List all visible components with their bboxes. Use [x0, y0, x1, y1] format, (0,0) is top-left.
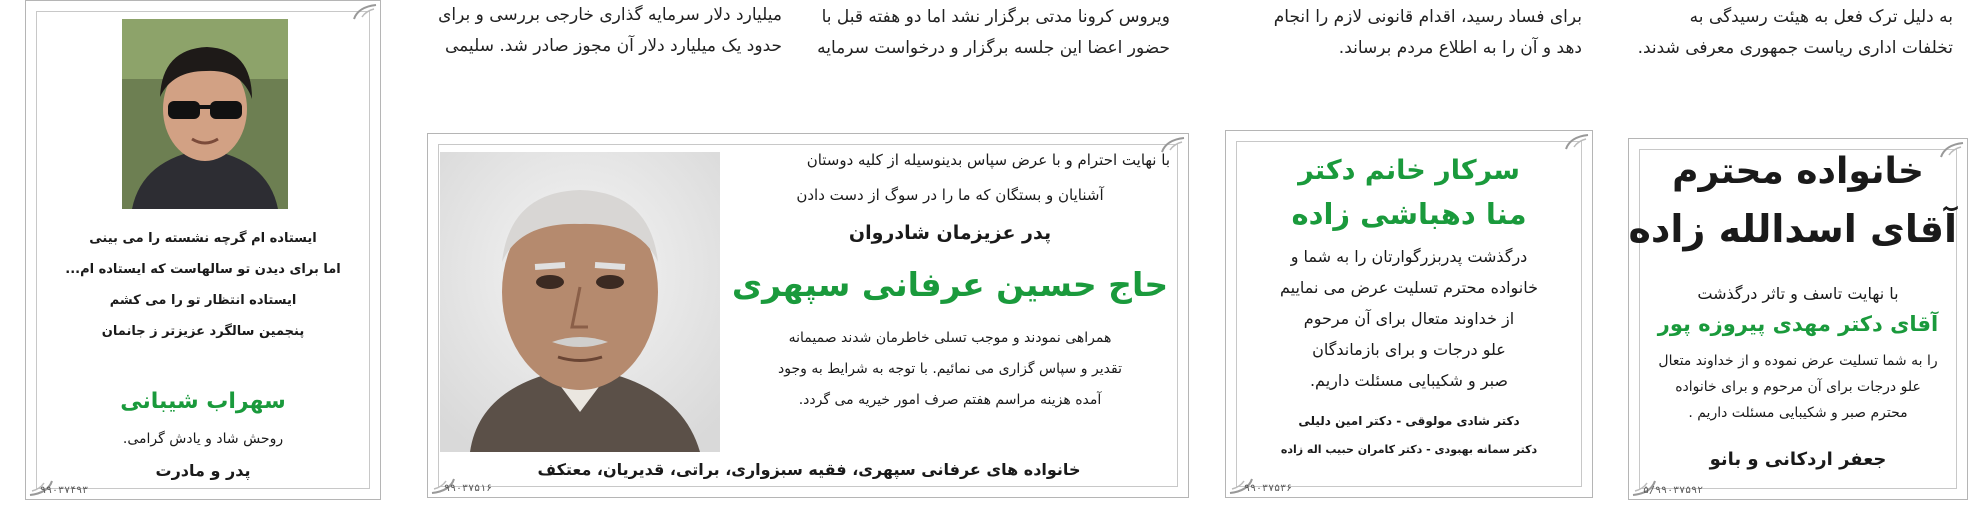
deceased-photo — [122, 19, 288, 209]
deceased-name: حاج حسین عرفانی سپهری — [731, 265, 1169, 304]
ad-heading-name: آقای اسدالله زاده — [1628, 207, 1957, 251]
ad-code: ۹۹۰۳۷۵۳۶ — [1244, 483, 1293, 494]
ad-body — [1633, 348, 1963, 426]
ad-body-line: درگذشت پدربزرگوارتان را به شما و — [1290, 247, 1528, 266]
ad-signature: خانواده های عرفانی سپهری، فقیه سبزواری، براتی، قدیریان، معتکف — [537, 460, 1081, 479]
ad-heading: خانواده محترم — [1672, 151, 1924, 192]
deceased-photo — [440, 152, 720, 452]
ad-heading: سرکار خانم دکتر — [1298, 155, 1520, 186]
poem-line: اما برای دیدن تو سالهاست که ایستاده ام... — [65, 262, 341, 277]
ad-body-line: تقدیر و سپاس گزاری می نمائیم. با توجه به شرایط به وجود — [778, 361, 1122, 377]
article-line: ویروس کرونا مدتی برگزار نشد اما دو هفته قبل با — [821, 7, 1170, 27]
ad-code: ۵/۹۹۰۳۷۵۹۲ — [1643, 485, 1704, 496]
ad-signers: دکتر سمانه بهبودی - دکتر کامران حبیب اله زاده — [1280, 443, 1538, 456]
ad-intro-line: آشنایان و بستگان که ما را در سوگ از دست دادن — [796, 186, 1104, 204]
recipient-name: منا دهباشی زاده — [1291, 197, 1527, 231]
article-line: حدود یک میلیارد دلار آن مجوز صادر شد. سلیمی — [444, 36, 782, 56]
ad-intro: با نهایت تاسف و تاثر درگذشت — [1697, 284, 1899, 303]
ad-body — [730, 323, 1170, 416]
ad-relation: پدر عزیزمان شادروان — [848, 222, 1052, 244]
ad-body-line: آمده هزینه مراسم هفتم صرف امور خیریه می گردد. — [798, 392, 1102, 408]
ad-body-line: محترم صبر و شکیبایی مسئلت داریم . — [1688, 405, 1908, 421]
ad-body-line: علو درجات و برای بازماندگان — [1312, 340, 1506, 359]
article-column-3 — [790, 2, 1170, 64]
condolence-ad-asadollahzadeh — [1628, 138, 1968, 500]
ad-body-line: صبر و شکیبایی مسئلت داریم. — [1309, 371, 1509, 390]
ad-signature: پدر و مادرت — [155, 461, 251, 480]
ad-intro-line: با نهایت احترام و با عرض سپاس بدینوسیله از کلیه دوستان — [806, 151, 1170, 169]
memorial-poem — [36, 223, 370, 347]
article-line: حضور اعضا این جلسه برگزار و درخواست سرمایه — [817, 38, 1170, 58]
ad-code: ۹۹۰۳۷۵۱۶ — [444, 483, 493, 494]
article-column-2 — [1227, 2, 1582, 64]
ad-wish: روحش شاد و یادش گرامی. — [122, 431, 284, 447]
article-column-4 — [412, 0, 782, 62]
memorial-ad-sheybani — [25, 0, 381, 500]
condolence-ad-sepehri — [427, 133, 1189, 498]
article-line: دهد و آن را به اطلاع مردم برساند. — [1338, 38, 1582, 58]
poem-line: پنجمین سالگرد عزیزتر ز جانمان — [101, 324, 305, 339]
deceased-name: سهراب شیبانی — [120, 389, 286, 414]
ad-body-line: خانواده محترم تسلیت عرض می نماییم — [1279, 278, 1539, 297]
ad-signers: دکتر شادی مولوقی - دکتر امین دلیلی — [1298, 414, 1520, 428]
ad-body-line: را به شما تسلیت عرض نموده و از خداوند متعال — [1658, 353, 1938, 369]
ad-body — [1236, 241, 1582, 396]
ad-body-line: از خداوند متعال برای آن مرحوم — [1303, 309, 1515, 328]
ornament-icon — [352, 3, 378, 21]
ornament-icon — [1564, 133, 1590, 151]
article-line: برای فساد رسید، اقدام قانونی لازم را انجام — [1273, 7, 1582, 27]
article-line: میلیارد دلار سرمایه گذاری خارجی بررسی و برای — [438, 5, 782, 25]
ad-body-line: همراهی نمودند و موجب تسلی خاطرمان شدند صمیمانه — [788, 330, 1112, 346]
ad-body-line: علو درجات برای آن مرحوم و برای خانواده — [1675, 379, 1921, 395]
article-column-1 — [1598, 2, 1953, 64]
article-line: تخلفات اداری ریاست جمهوری معرفی شدند. — [1637, 38, 1953, 58]
poem-line: ایستاده ام گرچه نشسته را می بینی — [89, 231, 317, 246]
ad-signature: جعفر اردکانی و بانو — [1709, 449, 1887, 470]
article-line: به دلیل ترک فعل به هیئت رسیدگی به — [1689, 7, 1953, 27]
poem-line: ایستاده انتظار تو را می کشم — [109, 293, 297, 308]
condolence-ad-dehbashizadeh — [1225, 130, 1593, 498]
ad-code: ۹۹۰۳۷۴۹۳ — [40, 485, 89, 496]
deceased-name: آقای دکتر مهدی پیروزه پور — [1657, 312, 1939, 336]
